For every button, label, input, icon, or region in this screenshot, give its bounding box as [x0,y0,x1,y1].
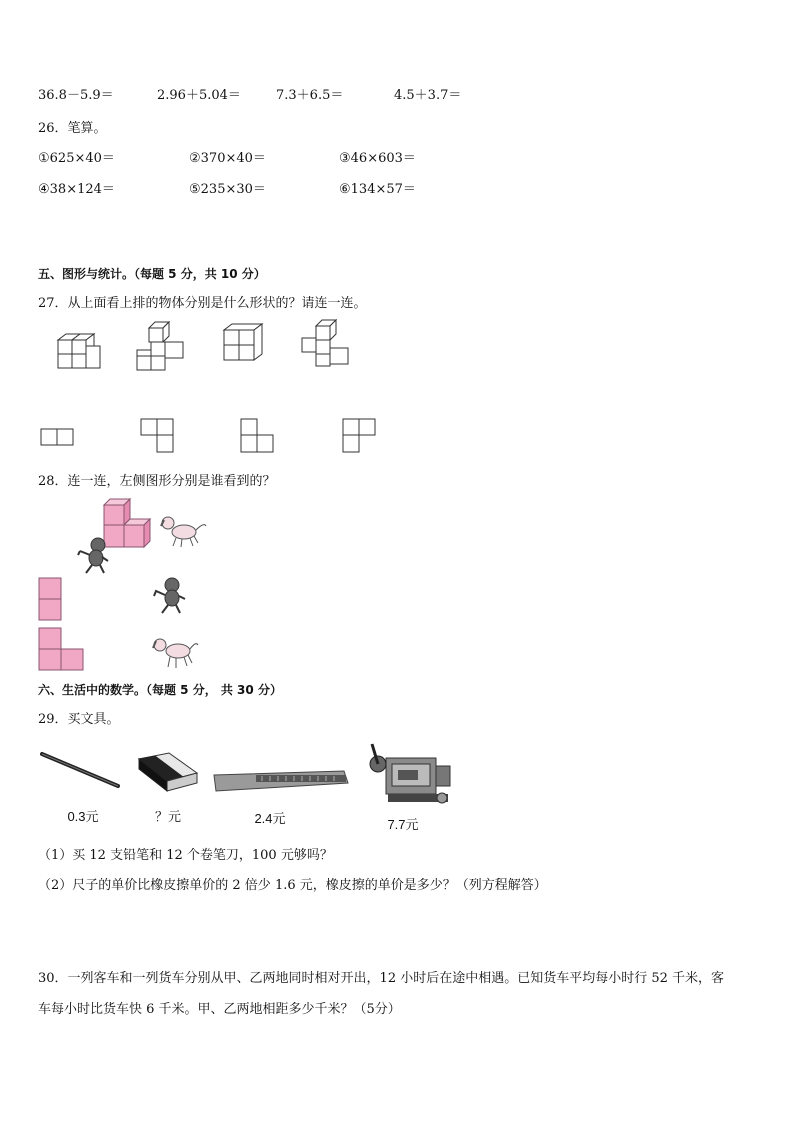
q29-sub1: （1）买 12 支铅笔和 12 个卷笔刀，100 元够吗？ [38,848,333,863]
q28-title: 28．连一连，左侧图形分别是谁看到的？ [38,474,276,489]
dog-icon [150,633,200,673]
q29-sub2: （2）尺子的单价比橡皮擦单价的 2 倍少 1.6 元，橡皮擦的单价是多少？（列方程解答） [38,878,547,893]
ruler-icon [212,765,352,795]
monkey-icon [74,535,114,575]
cube-figure-1 [50,328,110,373]
top-view-3 [240,418,280,458]
q29-title: 29．买文具。 [38,712,120,727]
eraser-price: ？元 [154,809,181,824]
q26-item-2: ②370×40＝ [189,151,266,166]
q26-title: 26．笔算。 [38,121,107,136]
ruler-price: 2.4元 [254,811,286,826]
eraser-icon [133,751,199,795]
view-figure-column [38,577,64,623]
q26-item-6: ⑥134×57＝ [339,182,416,197]
top-view-1 [40,428,80,448]
sharpener-price: 7.7元 [387,817,419,832]
cube-figure-2 [135,320,195,375]
dog-icon [160,512,208,550]
monkey-icon [150,575,190,615]
calc-item-2: 2.96＋5.04＝ [157,88,241,103]
section6-title: 六、生活中的数学。（每题 5 分， 共 30 分） [38,683,282,697]
q26-item-4: ④38×124＝ [38,182,115,197]
calc-item-1: 36.8－5.9＝ [38,88,114,103]
view-figure-l-shape [38,627,86,673]
calc-item-4: 4.5＋3.7＝ [394,88,462,103]
top-view-4 [342,418,382,458]
cube-figure-4 [300,318,360,373]
section5-title: 五、图形与统计。（每题 5 分，共 10 分） [38,267,266,281]
q30-line1: 30．一列客车和一列货车分别从甲、乙两地同时相对开出，12 小时后在途中相遇。已知货车平均每小时行 52 千米，客 [38,971,725,986]
pencil-sharpener-icon [368,742,458,810]
pencil-icon [38,750,128,790]
q26-item-1: ①625×40＝ [38,151,115,166]
calc-item-3: 7.3＋6.5＝ [276,88,344,103]
cube-figure-3 [220,322,280,372]
q27-title: 27．从上面看上排的物体分别是什么形状的？请连一连。 [38,296,367,311]
q26-item-3: ③46×603＝ [339,151,416,166]
q26-item-5: ⑤235×30＝ [189,182,266,197]
pencil-price: 0.3元 [67,809,99,824]
q30-line2: 车每小时比货车快 6 千米。甲、乙两地相距多少千米？（5分） [38,1002,401,1017]
top-view-2 [140,418,180,458]
